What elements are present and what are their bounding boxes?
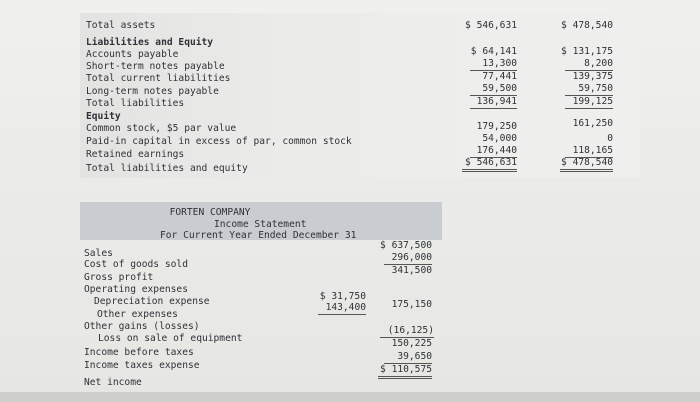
- is-income-before-taxes-label: Income before taxes: [84, 347, 194, 358]
- bs-accounts-payable-current: $ 64,141: [470, 46, 517, 57]
- bs-liabilities-equity-heading: Liabilities and Equity: [86, 37, 214, 48]
- bs-long-term-notes-current: 59,500: [470, 83, 517, 96]
- is-period: For Current Year Ended December 31: [160, 230, 357, 241]
- bs-common-stock-current: 179,250: [476, 121, 517, 132]
- bs-paid-in-capital-prior: 0: [607, 133, 613, 144]
- is-total-operating-expenses-amount: 175,150: [391, 299, 432, 310]
- bs-total-liabilities-equity-label: Total liabilities and equity: [86, 163, 248, 174]
- bs-total-liabilities-prior: 199,125: [565, 96, 613, 109]
- is-other-expenses-label: Other expenses: [97, 309, 178, 320]
- bs-total-assets-prior: $ 478,540: [561, 20, 613, 31]
- is-other-gains-label: Other gains (losses): [84, 321, 200, 332]
- bs-accounts-payable-prior: $ 131,175: [561, 46, 613, 57]
- bs-total-liabilities-label: Total liabilities: [86, 98, 185, 109]
- photo-bottom-edge: [0, 392, 700, 402]
- is-sales-label: Sales: [84, 248, 113, 259]
- bs-short-term-notes-prior: 8,200: [565, 58, 613, 71]
- is-income-taxes-amount: 39,650: [384, 351, 432, 364]
- bs-paid-in-capital-label: Paid-in capital in excess of par, common stock: [86, 136, 352, 147]
- bs-total-liabilities-equity-current: $ 546,631: [462, 157, 517, 172]
- bs-long-term-notes-prior: 59,750: [565, 83, 613, 96]
- is-income-before-taxes-amount: 150,225: [391, 338, 432, 349]
- is-depreciation-label: Depreciation expense: [94, 296, 210, 307]
- bs-common-stock-label: Common stock, $5 par value: [86, 123, 237, 134]
- bs-accounts-payable-label: Accounts payable: [86, 49, 179, 60]
- bs-total-liabilities-equity-prior: $ 478,540: [560, 157, 613, 172]
- is-net-income-label: Net income: [84, 377, 142, 388]
- bs-common-stock-prior: 161,250: [572, 118, 613, 129]
- is-gross-profit-amount: 341,500: [391, 265, 432, 276]
- is-sales-amount: $ 637,500: [380, 240, 432, 251]
- bs-total-liabilities-current: 136,941: [470, 96, 517, 109]
- bs-total-assets-label: Total assets: [86, 20, 156, 31]
- bs-short-term-notes-current: 13,300: [470, 58, 517, 71]
- bs-total-current-liabilities-current: 77,441: [482, 71, 517, 82]
- is-operating-expenses-label: Operating expenses: [84, 284, 188, 295]
- is-net-income-amount: $ 110,575: [378, 364, 432, 379]
- bs-total-current-liabilities-label: Total current liabilities: [86, 73, 231, 84]
- is-loss-on-sale-label: Loss on sale of equipment: [98, 333, 243, 344]
- bs-retained-earnings-current: 176,440: [470, 145, 517, 158]
- is-depreciation-amount: $ 31,750: [319, 291, 366, 302]
- is-cogs-label: Cost of goods sold: [84, 259, 188, 270]
- is-other-expenses-amount: 143,400: [318, 302, 366, 315]
- is-gross-profit-label: Gross profit: [84, 272, 154, 283]
- is-cogs-amount: 296,000: [384, 252, 432, 265]
- is-loss-on-sale-amount: (16,125): [380, 325, 434, 338]
- bs-long-term-notes-label: Long-term notes payable: [86, 86, 219, 97]
- bs-retained-earnings-label: Retained earnings: [86, 149, 185, 160]
- bs-equity-heading: Equity: [86, 111, 121, 122]
- is-statement-title: Income Statement: [214, 219, 307, 230]
- bs-total-assets-current: $ 546,631: [465, 20, 517, 31]
- is-income-taxes-label: Income taxes expense: [84, 360, 200, 371]
- bs-total-current-liabilities-prior: 139,375: [572, 71, 613, 82]
- bs-paid-in-capital-current: 54,000: [482, 133, 517, 144]
- is-company-name: FORTEN COMPANY: [169, 207, 251, 218]
- bs-short-term-notes-label: Short-term notes payable: [86, 61, 225, 72]
- bs-retained-earnings-prior: 118,165: [565, 145, 613, 158]
